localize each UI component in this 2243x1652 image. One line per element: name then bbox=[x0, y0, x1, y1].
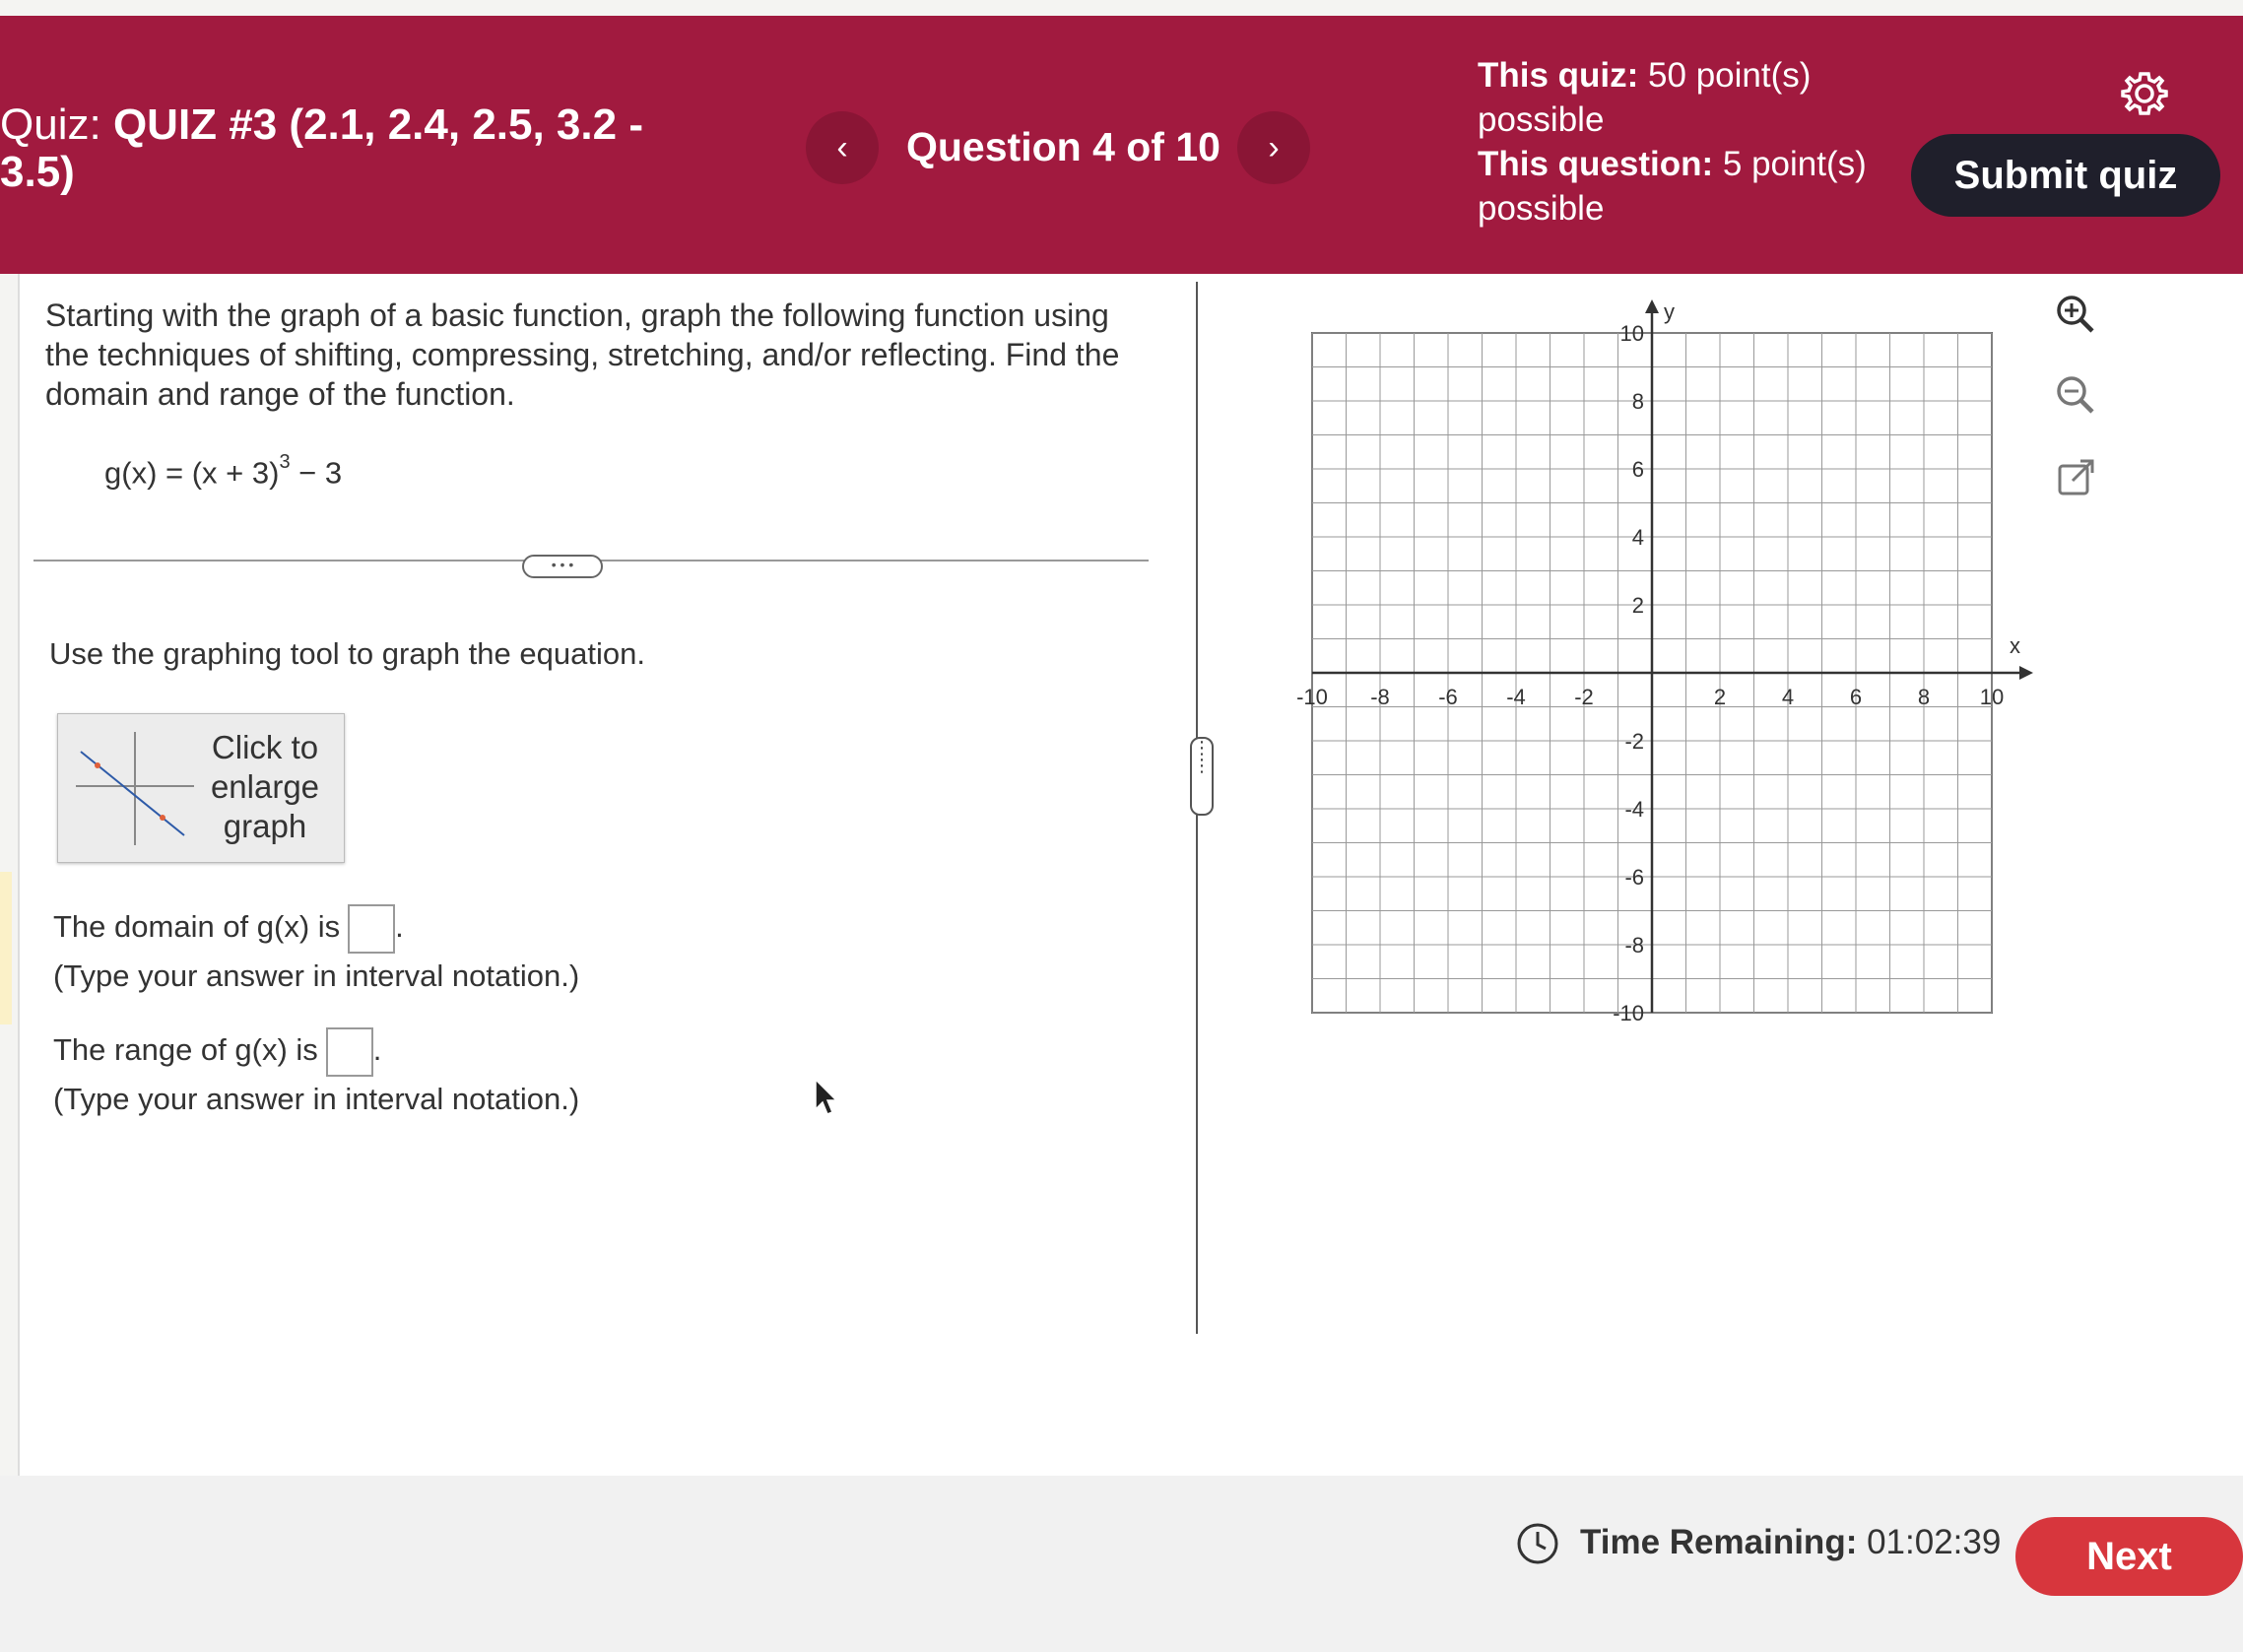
panel-splitter-handle[interactable]: ⋮ ⋮ bbox=[1190, 737, 1214, 816]
side-marker bbox=[0, 872, 12, 1024]
range-hint: (Type your answer in interval notation.) bbox=[53, 1082, 580, 1116]
previous-question-button[interactable] bbox=[806, 111, 879, 184]
divider-expand-handle[interactable]: • • • bbox=[522, 555, 603, 578]
y-tick-label: -8 bbox=[1624, 933, 1644, 958]
x-axis-arrow bbox=[2019, 666, 2033, 680]
y-tick-label: -4 bbox=[1624, 797, 1644, 822]
quiz-title bbox=[0, 101, 690, 196]
function-formula bbox=[104, 451, 343, 491]
external-link-icon[interactable] bbox=[2051, 453, 2100, 502]
next-question-button[interactable] bbox=[1237, 111, 1310, 184]
time-remaining-value: 01:02:39 bbox=[1867, 1523, 2002, 1561]
domain-row: The domain of g(x) is . (Type your answer in interval notation.) bbox=[53, 904, 579, 999]
question-points-label: This question: bbox=[1478, 145, 1714, 183]
domain-input[interactable] bbox=[348, 904, 395, 954]
y-tick-label: -6 bbox=[1624, 865, 1644, 890]
submit-quiz-button[interactable]: Submit quiz bbox=[1911, 134, 2220, 217]
graph-thumbnail-icon bbox=[76, 732, 194, 845]
x-tick-label: 2 bbox=[1713, 685, 1727, 709]
range-row: The range of g(x) is . (Type your answer in interval notation.) bbox=[53, 1027, 579, 1122]
zoom-out-icon[interactable] bbox=[2051, 370, 2100, 420]
domain-prefix: The domain of g(x) is bbox=[53, 909, 341, 945]
x-tick-label: 8 bbox=[1917, 685, 1931, 709]
question-prompt: Starting with the graph of a basic function, graph the following function using the techniques of shifting, compressing, stretching, and/or reflecting. Find the domain and range of the function. bbox=[45, 297, 1120, 412]
question-points-value: 5 point(s) possible bbox=[1478, 145, 1867, 228]
question-counter: Question 4 of 10 bbox=[906, 124, 1220, 169]
next-button[interactable]: Next bbox=[2015, 1517, 2243, 1596]
x-tick-label: -8 bbox=[1370, 685, 1390, 709]
y-axis-label: y bbox=[1664, 299, 1675, 324]
formula-lhs: g(x) = (x + 3) bbox=[104, 455, 280, 491]
time-remaining bbox=[1580, 1523, 2001, 1562]
y-tick-label: 2 bbox=[1631, 593, 1644, 618]
x-tick-label: -4 bbox=[1506, 685, 1526, 709]
chevron-right-icon: › bbox=[1268, 129, 1280, 166]
x-tick-label: -10 bbox=[1296, 685, 1328, 709]
zoom-in-icon[interactable] bbox=[2051, 290, 2100, 339]
range-prefix: The range of g(x) is bbox=[53, 1032, 318, 1068]
formula-rhs: − 3 bbox=[290, 455, 343, 491]
formula-exponent: 3 bbox=[279, 451, 291, 473]
y-tick-label: -10 bbox=[1613, 1001, 1644, 1025]
chevron-left-icon: ‹ bbox=[836, 129, 848, 166]
y-tick-label: -2 bbox=[1624, 729, 1644, 754]
points-info bbox=[1478, 53, 1872, 231]
footer-bar bbox=[0, 1476, 2243, 1652]
gear-icon[interactable] bbox=[2120, 69, 2169, 118]
domain-hint: (Type your answer in interval notation.) bbox=[53, 958, 580, 993]
quiz-title-text: QUIZ #3 (2.1, 2.4, 2.5, 3.2 - 3.5) bbox=[0, 100, 643, 196]
y-axis-arrow bbox=[1645, 299, 1659, 313]
x-tick-label: -6 bbox=[1438, 685, 1458, 709]
quiz-points-label: This quiz: bbox=[1478, 56, 1639, 95]
x-tick-label: -2 bbox=[1574, 685, 1594, 709]
y-tick-label: 8 bbox=[1631, 389, 1644, 414]
coordinate-graph[interactable] bbox=[1281, 286, 2069, 1034]
clock-icon bbox=[1515, 1521, 1560, 1566]
x-tick-label: 4 bbox=[1781, 685, 1795, 709]
y-tick-label: 6 bbox=[1631, 457, 1644, 482]
range-input[interactable] bbox=[326, 1027, 373, 1077]
x-axis-label: x bbox=[2010, 633, 2020, 658]
time-remaining-label: Time Remaining: bbox=[1580, 1523, 1858, 1561]
enlarge-graph-button[interactable] bbox=[57, 713, 345, 863]
mouse-cursor-icon bbox=[814, 1078, 839, 1117]
enlarge-graph-label: Click to enlarge graph bbox=[210, 729, 320, 844]
y-tick-label: 10 bbox=[1619, 321, 1644, 346]
y-tick-label: 4 bbox=[1631, 525, 1644, 550]
quiz-label: Quiz: bbox=[0, 100, 101, 149]
x-tick-label: 10 bbox=[1979, 685, 2005, 709]
x-tick-label: 6 bbox=[1849, 685, 1863, 709]
quiz-points-value: 50 point(s) possible bbox=[1478, 56, 1812, 139]
graph-instruction: Use the graphing tool to graph the equation. bbox=[49, 636, 645, 671]
